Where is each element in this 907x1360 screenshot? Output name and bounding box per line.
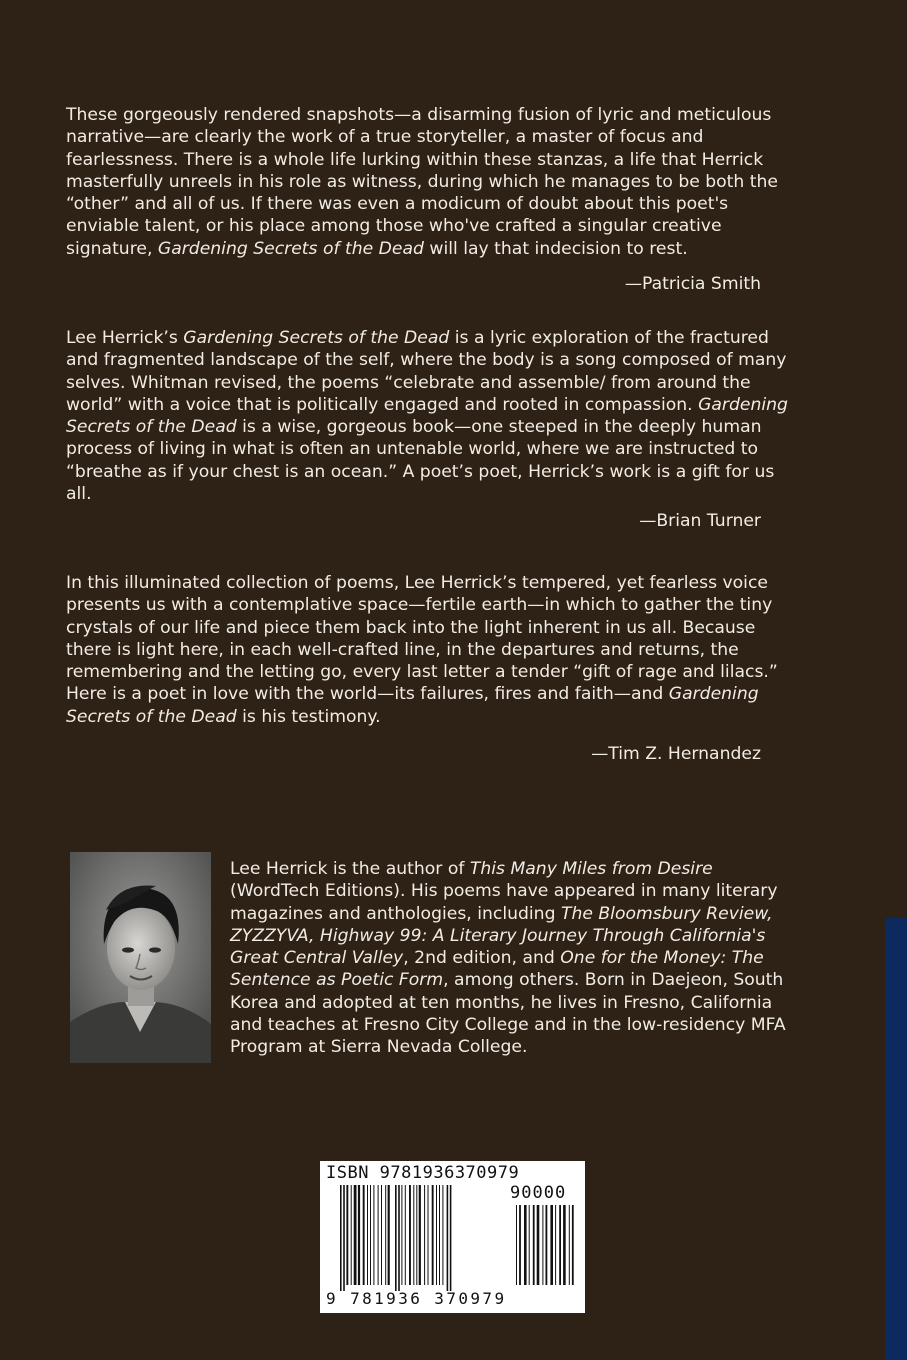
barcode-bar [550,1205,553,1285]
body-text: (WordTech Editions). His poems have appeared in many literary magazines and anthologies, including [230,881,778,924]
barcode-bar [516,1205,517,1285]
barcode-bar [401,1185,402,1285]
barcode-bar [529,1205,530,1285]
body-text: is a wise, gorgeous book—one steeped in the deeply human process of living in what is often an untenable world, where we are instructed to “breathe as if your chest is an ocean.” A poet’s poet, Herrick’s work is a gift for us all. [66,417,775,505]
book-title-text: Gardening Secrets of the Dead [183,328,450,348]
author-bio [230,858,790,1059]
book-title-text: Gardening Secrets of the Dead [66,394,788,438]
barcode-bar [395,1185,397,1291]
body-text: is his testimony. [236,706,381,727]
barcode-bar [546,1205,548,1285]
book-title-text: One for the Money: The Sentence as Poetic Form [230,948,764,991]
barcode-bar [432,1185,434,1285]
body-text: will lay that indecision to rest. [423,238,688,259]
blurb-brian-turner [66,327,790,505]
barcode-bar [555,1205,556,1285]
barcode-bar [442,1185,443,1285]
barcode-bar [572,1205,574,1285]
barcode-bar [346,1185,348,1285]
book-title-text: The Bloomsbury Review, ZYZZYVA, Highway 99: A Literary Journey Through California's Great Central Valley [230,903,773,969]
barcode-bar [354,1185,357,1285]
barcode-bar [447,1185,449,1291]
barcode-bar [424,1185,425,1285]
barcode-bar [542,1205,543,1285]
barcode-bar [370,1185,371,1285]
barcode-bar [343,1185,345,1291]
isbn-label: ISBN 9781936370979 [326,1163,520,1183]
barcode-bar [340,1185,342,1291]
barcode-bar [409,1185,411,1285]
body-text: , 2nd edition, and [403,948,561,969]
barcode-bar [428,1185,429,1285]
barcode-bar [569,1205,570,1285]
barcode-bar [524,1205,527,1285]
isbn-barcode [320,1161,585,1313]
barcode-bar [533,1205,535,1285]
body-text: These gorgeously rendered snapshots—a disarming fusion of lyric and meticulous narrative—are clearly the work of a true storyteller, a master of focus and fearlessness. There is a whole life lurking within these stanzas, a life that Herrick masterfully unreels in his role as witness, during which he manages to be both the “other” and all of us. If there was even a modicum of doubt about this poet's enviable talent, or his place among those who've crafted a singular creative signature, [66,105,778,259]
body-text: is a lyric exploration of the fractured and fragmented landscape of the self, where the body is a song composed of many selves. Whitman revised, the poems “celebrate and assemble/ from around the world” with a voice that is politically engaged and rooted in compassion. [66,328,787,415]
barcode-bar [436,1185,437,1285]
barcode-bar [363,1185,365,1285]
body-text: Lee Herrick’s [66,328,184,348]
barcode-bar [439,1185,440,1285]
blurb-tim-hernandez [66,572,790,728]
barcode-bar [378,1185,379,1285]
spine-color-strip [885,918,907,1360]
attribution-tim-hernandez: —Tim Z. Hernandez [591,744,761,764]
barcode-bar [381,1185,382,1285]
attribution-brian-turner: —Brian Turner [639,511,761,531]
barcode-bar [450,1185,452,1291]
body-text: Lee Herrick is the author of [230,859,470,879]
attribution-patricia-smith: —Patricia Smith [624,274,761,294]
book-title-text: This Many Miles from Desire [469,859,713,879]
barcode-bar [398,1185,400,1291]
blurb-patricia-smith [66,104,790,260]
barcode-bar [519,1205,521,1285]
barcode-bar [358,1185,360,1285]
barcode-bar [419,1185,421,1285]
barcode-bar [388,1185,390,1285]
price-code: 90000 [510,1183,567,1203]
barcode-bar [413,1185,414,1285]
barcode-bar [385,1185,386,1285]
barcode-bar [559,1205,561,1285]
author-portrait-image [70,852,211,1063]
book-title-text: Gardening Secrets of the Dead [66,684,759,727]
barcode-bar [405,1185,406,1285]
barcode-bar [416,1185,417,1285]
barcode-bar [373,1185,374,1285]
body-text: In this illuminated collection of poems, Lee Herrick’s tempered, yet fearless voice presents us with a contemplative space—fertile earth—in which to gather the tiny crystals of our life and piece them back into the light inherent in us all. Because there is light here, in each well-crafted line, in the departures and returns, the remembering and the letting go, every last letter a tender “gift of rage and lilacs.” Here is a poet in love with the world—its failures, fires and faith—and [66,573,778,705]
author-photo [70,852,211,1063]
barcode-bar [537,1205,540,1285]
ean-digits: 9 781936 370979 [326,1289,507,1308]
barcode-bar [351,1185,352,1285]
barcode-bar [563,1205,566,1285]
book-title-text: Gardening Secrets of the Dead [157,238,424,259]
body-text: , among others. Born in Daejeon, South Korea and adopted at ten months, he lives in Fresno, California and teaches at Fresno City College and in the low-residency MFA Program at Sierra Nevada College. [230,970,786,1058]
barcode-bar [367,1185,368,1285]
